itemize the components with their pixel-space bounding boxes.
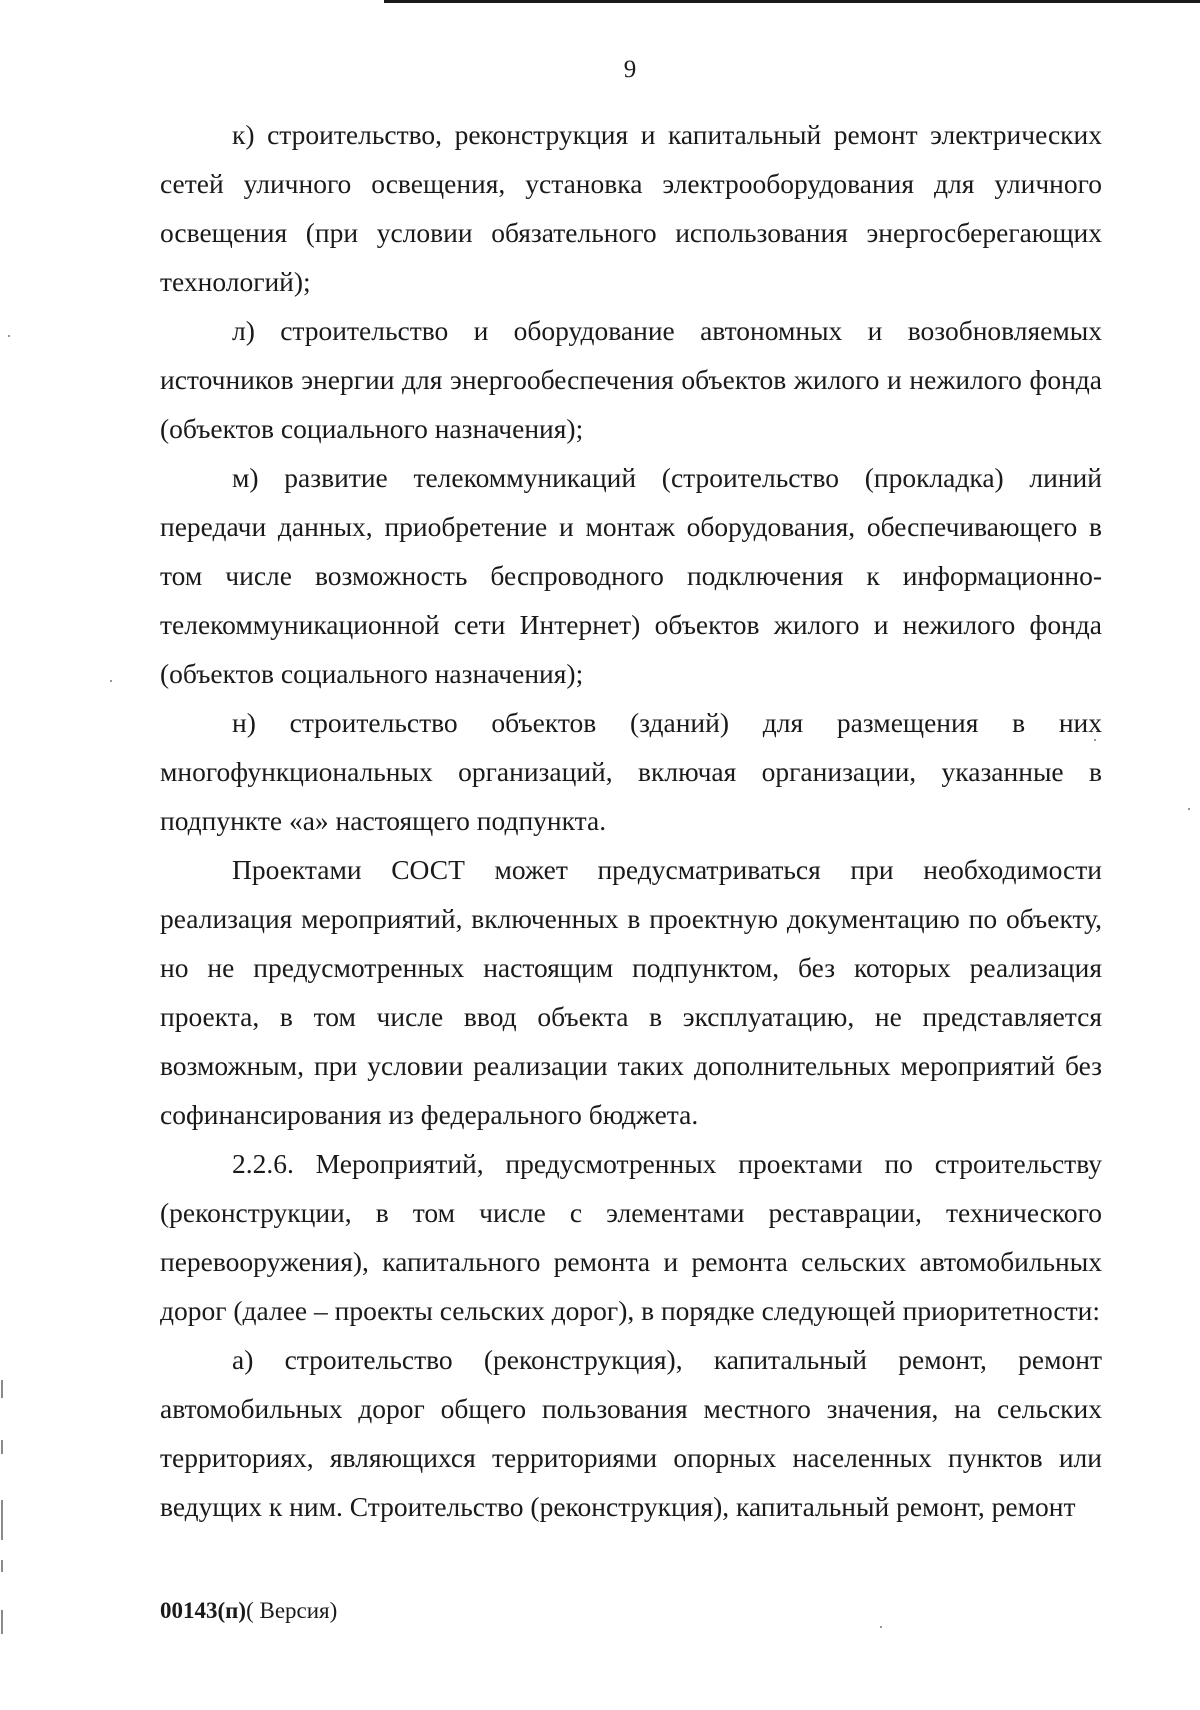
scan-speck: [1188, 808, 1190, 810]
document-body: [160, 110, 1102, 1531]
paragraph-n: н) строительство объектов (зданий) для размещения в них многофункциональных организаций, включая организации, указанные в подпункте «а» настоящего подпункта.: [160, 707, 1102, 836]
document-footer: [160, 1598, 337, 1624]
scan-mark: [1, 1500, 3, 1540]
scan-speck: [880, 1626, 882, 1628]
scan-mark: [1, 1610, 3, 1634]
paragraph-k: к) строительство, реконструкция и капитальный ремонт электрических сетей уличного освещения, установка электрооборудования для уличного освещения (при условии обязательного использования энергосберегающих технологий);: [160, 119, 1102, 297]
paragraph-projects-sost: Проектами СОСТ может предусматриваться при необходимости реализация мероприятий, включенных в проектную документацию по объекту, но не предусмотренных настоящим подпунктом, без которых реализация проекта, в том числе ввод объекта в эксплуатацию, не представляется возможным, при условии реализации таких дополнительных мероприятий без софинансирования из федерального бюджета.: [160, 854, 1102, 1130]
document-version: ( Версия): [246, 1598, 338, 1623]
paragraph-a: а) строительство (реконструкция), капитальный ремонт, ремонт автомобильных дорог общего пользования местного значения, на сельских территориях, являющихся территориями опорных населенных пунктов или ведущих к ним. Строительство (реконструкция), капитальный ремонт, ремонт: [160, 1344, 1102, 1522]
scan-mark: [1, 1560, 3, 1572]
paragraph-2-2-6: 2.2.6. Мероприятий, предусмотренных проектами по строительству (реконструкции, в том числе с элементами реставрации, технического перевооружения), капитального ремонта и ремонта сельских автомобильных дорог (далее – проекты сельских дорог), в порядке следующей приоритетности:: [160, 1148, 1102, 1326]
scan-speck: [110, 680, 112, 682]
paragraph-l: л) строительство и оборудование автономных и возобновляемых источников энергии для энергообеспечения объектов жилого и нежилого фонда (объектов социального назначения);: [160, 315, 1102, 444]
document-code: 00143(п): [160, 1598, 247, 1623]
scan-speck: [8, 335, 10, 337]
scan-mark: [1, 1440, 3, 1454]
scan-mark: [1, 1380, 3, 1398]
top-border-line: [384, 0, 1200, 3]
paragraph-m: м) развитие телекоммуникаций (строительство (прокладка) линий передачи данных, приобретение и монтаж оборудования, обеспечивающего в том числе возможность беспроводного подключения к информационно-телекоммуникационной сети Интернет) объектов жилого и нежилого фонда (объектов социального назначения);: [160, 462, 1102, 689]
scan-speck: [1094, 739, 1096, 741]
page-number: 9: [623, 56, 637, 83]
